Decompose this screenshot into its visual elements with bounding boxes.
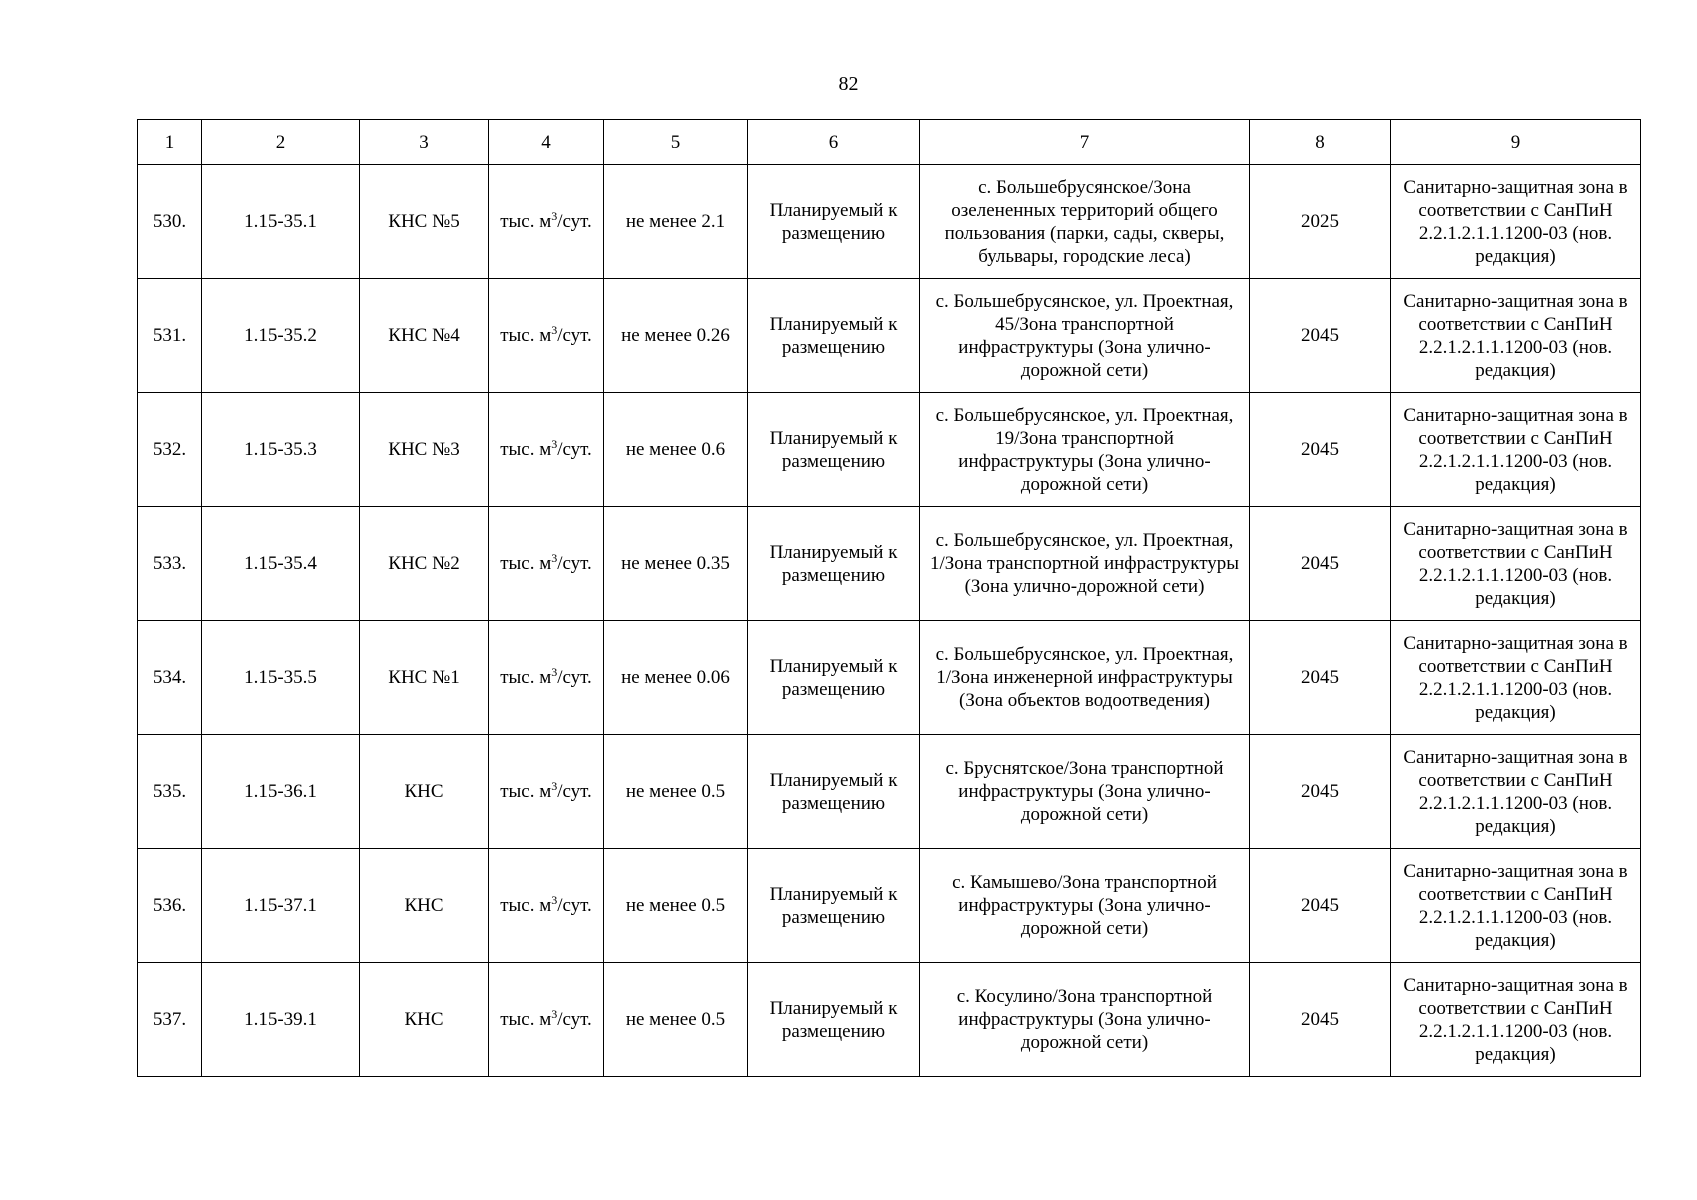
unit-prefix: тыс. м — [500, 1009, 552, 1030]
header-cell: 8 — [1250, 120, 1391, 165]
capacity-value: не менее 0.5 — [604, 735, 748, 849]
capacity-value: не менее 2.1 — [604, 165, 748, 279]
object-name: КНС — [360, 963, 489, 1077]
page-number: 82 — [838, 73, 859, 95]
object-name: КНС №1 — [360, 621, 489, 735]
unit-prefix: тыс. м — [500, 553, 552, 574]
row-number: 534. — [138, 621, 202, 735]
row-number: 536. — [138, 849, 202, 963]
unit — [489, 393, 604, 507]
object-code: 1.15-35.1 — [202, 165, 360, 279]
object-name: КНС — [360, 735, 489, 849]
row-number: 533. — [138, 507, 202, 621]
row-number: 532. — [138, 393, 202, 507]
location: с. Большебрусянское, ул. Проектная, 45/Зона транспортной инфраструктуры (Зона улично-дорожной сети) — [920, 279, 1250, 393]
header-cell: 9 — [1391, 120, 1641, 165]
header-cell: 6 — [748, 120, 920, 165]
protection-zone: Санитарно-защитная зона в соответствии с СанПиН 2.2.1.2.1.1.1200-03 (нов. редакция) — [1391, 621, 1641, 735]
capacity-value: не менее 0.26 — [604, 279, 748, 393]
location: с. Камышево/Зона транспортной инфраструктуры (Зона улично-дорожной сети) — [920, 849, 1250, 963]
object-code: 1.15-39.1 — [202, 963, 360, 1077]
table-row — [138, 621, 1641, 735]
unit-suffix: /сут. — [557, 895, 592, 916]
row-number: 535. — [138, 735, 202, 849]
header-cell: 2 — [202, 120, 360, 165]
object-name: КНС №4 — [360, 279, 489, 393]
year: 2045 — [1250, 735, 1391, 849]
protection-zone: Санитарно-защитная зона в соответствии с СанПиН 2.2.1.2.1.1.1200-03 (нов. редакция) — [1391, 735, 1641, 849]
unit-suffix: /сут. — [557, 553, 592, 574]
capacity-value: не менее 0.5 — [604, 963, 748, 1077]
protection-zone: Санитарно-защитная зона в соответствии с СанПиН 2.2.1.2.1.1.1200-03 (нов. редакция) — [1391, 963, 1641, 1077]
table-row — [138, 507, 1641, 621]
table-row — [138, 279, 1641, 393]
year: 2045 — [1250, 279, 1391, 393]
unit — [489, 165, 604, 279]
unit-power: 3 — [551, 209, 558, 223]
table-row — [138, 735, 1641, 849]
object-code: 1.15-35.4 — [202, 507, 360, 621]
unit — [489, 849, 604, 963]
object-code: 1.15-35.2 — [202, 279, 360, 393]
unit-prefix: тыс. м — [500, 781, 552, 802]
table-row — [138, 165, 1641, 279]
object-code: 1.15-36.1 — [202, 735, 360, 849]
object-name: КНС №5 — [360, 165, 489, 279]
unit-power: 3 — [551, 1007, 558, 1021]
facilities-table — [137, 119, 1641, 1077]
table-row — [138, 849, 1641, 963]
year: 2045 — [1250, 621, 1391, 735]
header-cell: 5 — [604, 120, 748, 165]
unit-suffix: /сут. — [557, 667, 592, 688]
unit-suffix: /сут. — [557, 325, 592, 346]
location: с. Бруснятское/Зона транспортной инфраструктуры (Зона улично-дорожной сети) — [920, 735, 1250, 849]
capacity-value: не менее 0.6 — [604, 393, 748, 507]
object-code: 1.15-35.5 — [202, 621, 360, 735]
location: с. Большебрусянское, ул. Проектная, 1/Зона транспортной инфраструктуры (Зона улично-дорожной сети) — [920, 507, 1250, 621]
object-code: 1.15-35.3 — [202, 393, 360, 507]
protection-zone: Санитарно-защитная зона в соответствии с СанПиН 2.2.1.2.1.1.1200-03 (нов. редакция) — [1391, 165, 1641, 279]
location: с. Большебрусянское, ул. Проектная, 19/Зона транспортной инфраструктуры (Зона улично-дорожной сети) — [920, 393, 1250, 507]
object-code: 1.15-37.1 — [202, 849, 360, 963]
object-name: КНС №3 — [360, 393, 489, 507]
unit-power: 3 — [551, 551, 558, 565]
protection-zone: Санитарно-защитная зона в соответствии с СанПиН 2.2.1.2.1.1.1200-03 (нов. редакция) — [1391, 393, 1641, 507]
unit — [489, 621, 604, 735]
location: с. Большебрусянское/Зона озелененных территорий общего пользования (парки, сады, скверы, бульвары, городские леса) — [920, 165, 1250, 279]
year: 2045 — [1250, 963, 1391, 1077]
object-name: КНС №2 — [360, 507, 489, 621]
location: с. Косулино/Зона транспортной инфраструктуры (Зона улично-дорожной сети) — [920, 963, 1250, 1077]
unit — [489, 735, 604, 849]
object-name: КНС — [360, 849, 489, 963]
year: 2045 — [1250, 507, 1391, 621]
year: 2045 — [1250, 393, 1391, 507]
unit-power: 3 — [551, 665, 558, 679]
protection-zone: Санитарно-защитная зона в соответствии с СанПиН 2.2.1.2.1.1.1200-03 (нов. редакция) — [1391, 849, 1641, 963]
unit-suffix: /сут. — [557, 439, 592, 460]
status: Планируемый к размещению — [748, 735, 920, 849]
year: 2045 — [1250, 849, 1391, 963]
capacity-value: не менее 0.35 — [604, 507, 748, 621]
unit-power: 3 — [551, 893, 558, 907]
unit-suffix: /сут. — [557, 781, 592, 802]
table-row — [138, 963, 1641, 1077]
unit-prefix: тыс. м — [500, 895, 552, 916]
header-cell: 1 — [138, 120, 202, 165]
status: Планируемый к размещению — [748, 279, 920, 393]
header-cell: 7 — [920, 120, 1250, 165]
capacity-value: не менее 0.06 — [604, 621, 748, 735]
status: Планируемый к размещению — [748, 849, 920, 963]
unit — [489, 279, 604, 393]
unit-prefix: тыс. м — [500, 325, 552, 346]
status: Планируемый к размещению — [748, 621, 920, 735]
capacity-value: не менее 0.5 — [604, 849, 748, 963]
status: Планируемый к размещению — [748, 507, 920, 621]
header-cell: 4 — [489, 120, 604, 165]
row-number: 537. — [138, 963, 202, 1077]
unit-prefix: тыс. м — [500, 211, 552, 232]
unit-power: 3 — [551, 437, 558, 451]
unit-prefix: тыс. м — [500, 439, 552, 460]
unit — [489, 963, 604, 1077]
year: 2025 — [1250, 165, 1391, 279]
status: Планируемый к размещению — [748, 165, 920, 279]
unit — [489, 507, 604, 621]
status: Планируемый к размещению — [748, 963, 920, 1077]
unit-prefix: тыс. м — [500, 667, 552, 688]
unit-power: 3 — [551, 323, 558, 337]
row-number: 530. — [138, 165, 202, 279]
protection-zone: Санитарно-защитная зона в соответствии с СанПиН 2.2.1.2.1.1.1200-03 (нов. редакция) — [1391, 279, 1641, 393]
unit-suffix: /сут. — [557, 1009, 592, 1030]
unit-power: 3 — [551, 779, 558, 793]
location: с. Большебрусянское, ул. Проектная, 1/Зона инженерной инфраструктуры (Зона объектов водоотведения) — [920, 621, 1250, 735]
table-row — [138, 393, 1641, 507]
protection-zone: Санитарно-защитная зона в соответствии с СанПиН 2.2.1.2.1.1.1200-03 (нов. редакция) — [1391, 507, 1641, 621]
row-number: 531. — [138, 279, 202, 393]
header-row — [138, 120, 1641, 165]
status: Планируемый к размещению — [748, 393, 920, 507]
header-cell: 3 — [360, 120, 489, 165]
unit-suffix: /сут. — [557, 211, 592, 232]
